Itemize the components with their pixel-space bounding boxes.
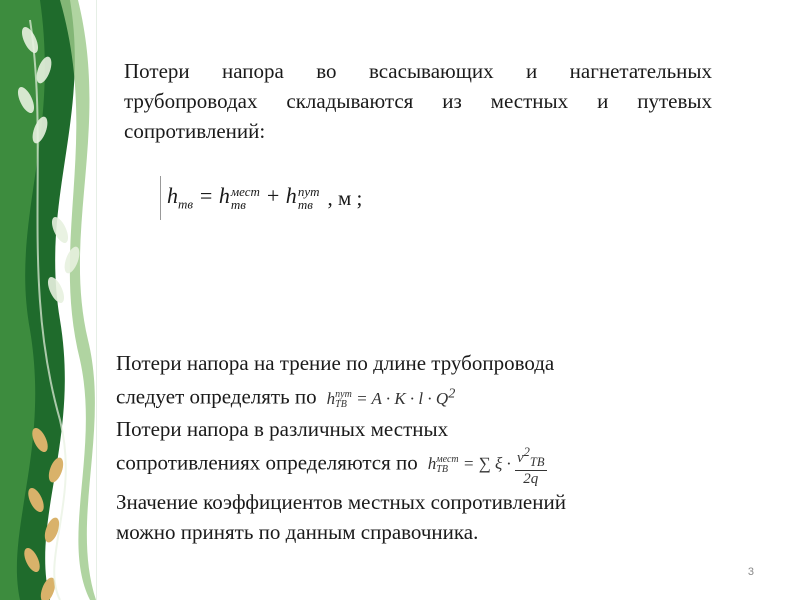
text-line: сопротивлениях определяются по	[116, 450, 418, 475]
formula-unit: , м ;	[327, 185, 363, 210]
text-line: Потери напора на трение по длине трубопровода	[116, 351, 555, 375]
formula-divider	[160, 176, 161, 220]
formula-local: h мест TB = ∑ ξ · $\frac{v^2_{TB}}{2q}$	[427, 444, 545, 487]
page-number: 3	[747, 566, 754, 578]
text-line-with-formula	[116, 444, 720, 487]
text-line: следует определять по	[116, 384, 317, 409]
formula-expression: $h_{тв} = h$ мест тв + h пут тв	[167, 183, 320, 213]
formula-friction: h пут TB = $A \cdot K \cdot l \cdot Q^2$	[326, 385, 456, 410]
text-line: Значение коэффициентов местных сопротивлений	[116, 489, 566, 514]
text-line: можно принять по данным справочника.	[116, 519, 479, 544]
text-line: Потери напора в различных местных	[116, 416, 449, 441]
content-border	[96, 0, 97, 600]
paragraph-friction-losses	[116, 348, 720, 547]
wheat-decoration	[0, 0, 110, 600]
paragraph-head-losses: Потери напора во всасывающих и нагнетательных трубопроводах складываются из местных и путевых сопротивлений:	[124, 59, 712, 143]
formula-total-head-loss	[160, 176, 362, 220]
text-line-with-formula	[116, 378, 720, 414]
